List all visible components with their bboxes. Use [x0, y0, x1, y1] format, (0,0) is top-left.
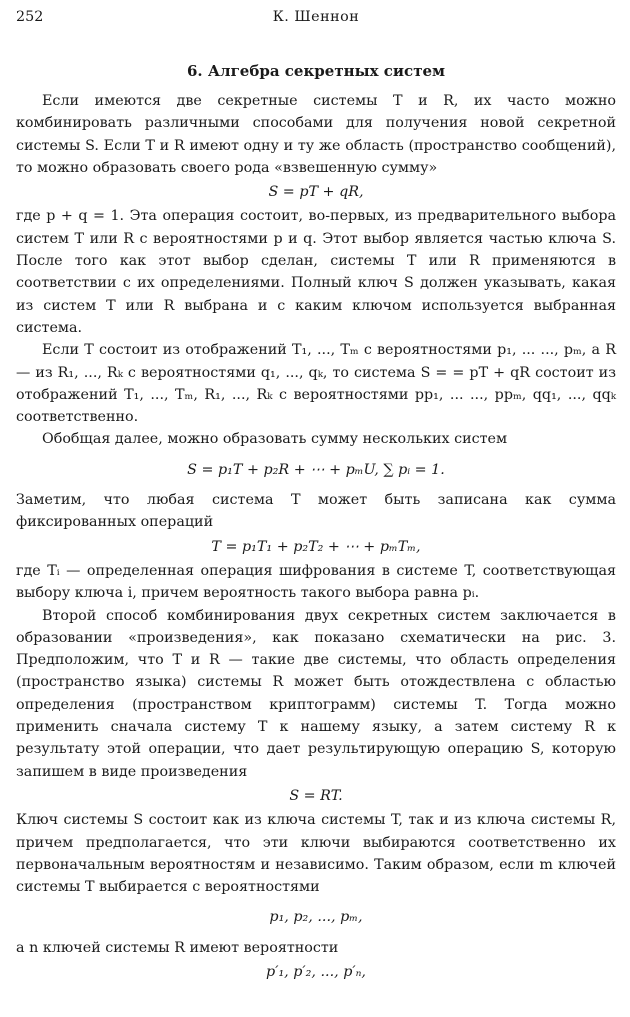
equation: S = p₁T + p₂R + ⋯ + pₘU, ∑ pᵢ = 1.: [187, 461, 445, 478]
paragraph: Второй способ комбинирования двух секретных систем заключается в образовании «произведения», как показано схематически на рис. 3. Предположим, что T и R — такие две системы, что область определения (пространство языка) системы R может быть отождествлена с областью определения (пространством криптограмм) системы T. Тогда можно применить сначала систему T к нашему языку, а затем систему R к результату этой операции, что дает результирующую операцию S, которую запишем в виде произведения: [16, 607, 616, 780]
paragraph: где p + q = 1. Эта операция состоит, во-первых, из предварительного выбора систем T или R с вероятностями p и q. Этот выбор является частью ключа S. После того как этот выбор сделан, системы T или R применяются в соответствии с их определениями. Полный ключ S должен указывать, какая из систем T или R выбрана и с каким ключом используется выбранная система.: [16, 208, 616, 336]
paragraph: где Tᵢ — определенная операция шифрования в системе T, соответствующая выбору ключа i, причем вероятность такого выбора равна pᵢ.: [16, 562, 616, 602]
equation: p′₁, p′₂, ..., p′ₙ,: [266, 963, 366, 980]
equation: T = p₁T₁ + p₂T₂ + ⋯ + pₘTₘ,: [211, 538, 421, 555]
document-page: [16, 6, 616, 985]
paragraph: Ключ системы S состоит как из ключа системы T, так и из ключа системы R, причем предполагается, что эти ключи выбираются соответственно их первоначальным вероятностям и независимо. Таким образом, если m ключей системы T выбирается с вероятностями: [16, 812, 616, 896]
equation: p₁, p₂, ..., pₘ,: [269, 909, 363, 926]
paragraph: Обобщая далее, можно образовать сумму нескольких систем: [42, 431, 508, 448]
paragraph: а n ключей системы R имеют вероятности: [16, 939, 339, 956]
paragraph: Если T состоит из отображений T₁, ..., Tₘ с вероятностями p₁, ... ..., pₘ, а R — из R₁, ..., Rₖ с вероятностями q₁, ..., qₖ, то система S = = pT + qR состоит из отображений T₁, ..., Tₘ, R₁, ..., Rₖ с вероятностями pp₁, ... ..., ppₘ, qq₁, ..., qqₖ соответственно.: [16, 342, 616, 426]
running-header: [16, 6, 616, 32]
paragraph: Заметим, что любая система T может быть записана как сумма фиксированных операций: [16, 492, 616, 531]
page-number: 252: [16, 9, 44, 25]
section-title: 6. Алгебра секретных систем: [186, 62, 446, 80]
equation: S = pT + qR,: [268, 184, 364, 201]
running-head-author: К. Шеннон: [272, 9, 360, 25]
equation: S = RT.: [289, 787, 343, 804]
body-text: [16, 90, 616, 983]
paragraph: Если имеются две секретные системы T и R, их часто можно комбинировать различными способами для получения новой секретной системы S. Если T и R имеют одну и ту же область (пространство сообщений), то можно образовать своего рода «взвешенную сумму»: [16, 93, 616, 176]
